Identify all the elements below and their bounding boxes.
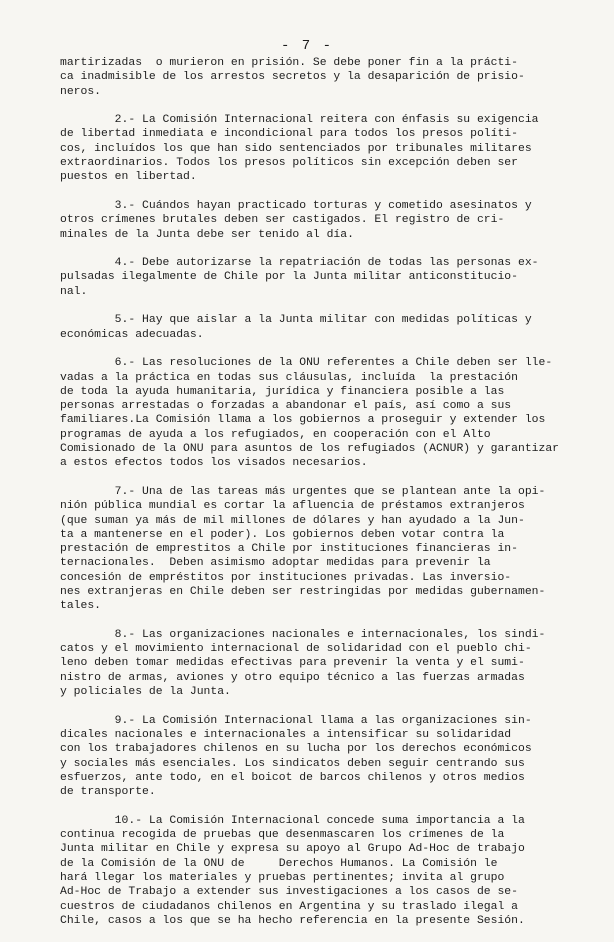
paragraph: [60, 56, 546, 99]
text-line: Junta militar en Chile y expresa su apoyo al Grupo Ad-Hoc de trabajo: [60, 843, 525, 856]
text-line: a estos efectos todos los visados necesarios.: [60, 457, 368, 470]
paragraph: [60, 714, 546, 800]
paragraph: [60, 199, 546, 242]
text-line: programas de ayuda a los refugiados, en cooperación con el Alto: [60, 428, 491, 441]
paragraph: [60, 113, 546, 184]
page-number: - 7 -: [280, 38, 333, 54]
text-line: martirizadas o murieron en prisión. Se debe poner fin a la prácti-: [60, 57, 518, 69]
text-line: 9.- La Comisión Internacional llama a las organizaciones sin-: [60, 714, 532, 727]
text-line: cuestros de ciudadanos chilenos en Argentina y su traslado ilegal a: [60, 900, 518, 913]
text-line: 6.- Las resoluciones de la ONU referentes a Chile deben ser lle-: [60, 357, 553, 370]
text-line: con los trabajadores chilenos en su lucha por los derechos económicos: [60, 743, 532, 756]
text-line: nes extranjeras en Chile deben ser restringidas por medidas gubernamen-: [60, 585, 546, 598]
text-line: nal.: [60, 285, 88, 298]
text-line: 10.- La Comisión Internacional concede suma importancia a la: [60, 814, 525, 827]
text-line: 8.- Las organizaciones nacionales e internacionales, los sindi-: [60, 628, 546, 641]
paragraph: [60, 313, 546, 342]
text-line: hará llegar los materiales y pruebas pertinentes; invita al grupo: [60, 871, 505, 884]
text-line: otros crímenes brutales deben ser castigados. El registro de cri-: [60, 214, 505, 227]
text-line: vadas a la práctica en todas sus cláusulas, incluída la prestación: [60, 371, 518, 384]
text-line: esfuerzos, ante todo, en el boicot de barcos chilenos y otros medios: [60, 771, 525, 784]
text-line: leno deben tomar medidas efectivas para prevenir la venta y el sumi-: [60, 657, 525, 670]
text-line: Comisionado de la ONU para asuntos de los refugiados (ACNUR) y garantizar: [60, 443, 559, 456]
text-line: nistro de armas, aviones y otro equipo técnico a las fuerzas armadas: [60, 671, 525, 684]
text-line: Ad-Hoc de Trabajo a extender sus investigaciones a los casos de se-: [60, 886, 518, 899]
text-line: de transporte.: [60, 786, 156, 799]
paragraph: [60, 814, 546, 928]
text-line: neros.: [60, 85, 102, 98]
text-line: de toda la ayuda humanitaria, jurídica y financiera posible a las: [60, 385, 505, 398]
paragraph: [60, 256, 546, 299]
text-line: familiares.La Comisión llama a los gobiernos a proseguir y extender los: [60, 414, 546, 427]
text-line: tales.: [60, 600, 102, 613]
text-line: ternacionales. Deben asimismo adoptar medidas para prevenir la: [60, 557, 491, 570]
text-line: nión pública mundial es cortar la afluencia de préstamos extranjeros: [60, 500, 525, 513]
text-line: extraordinarios. Todos los presos políticos sin excepción deben ser: [60, 157, 518, 170]
text-line: 7.- Una de las tareas más urgentes que se plantean ante la opi-: [60, 485, 546, 498]
text-line: prestación de emprestitos a Chile por instituciones financieras in-: [60, 543, 518, 556]
text-line: 2.- La Comisión Internacional reitera con énfasis su exigencia: [60, 114, 539, 127]
text-line: Chile, casos a los que se ha hecho referencia en la presente Sesión.: [60, 914, 525, 927]
text-line: catos y el movimiento internacional de solidaridad con el pueblo chi-: [60, 643, 532, 656]
text-line: 5.- Hay que aislar a la Junta militar con medidas políticas y: [60, 314, 532, 327]
paragraph: [60, 485, 546, 614]
text-line: de libertad inmediata e incondicional para todos los presos políti-: [60, 128, 518, 141]
text-line: de la Comisión de la ONU de Derechos Humanos. La Comisión le: [60, 857, 498, 870]
text-line: personas arrestadas o forzadas a abandonar el país, así como a sus: [60, 400, 512, 413]
text-line: 3.- Cuándos hayan practicado torturas y cometido asesinatos y: [60, 199, 532, 212]
text-line: puestos en libertad.: [60, 171, 197, 184]
text-line: (que suman ya más de mil millones de dólares y han ayudado a la Jun-: [60, 514, 525, 527]
document-body: [60, 56, 559, 942]
text-line: concesión de empréstitos por instituciones privadas. Las inversio-: [60, 571, 512, 584]
paragraph: [60, 628, 546, 699]
text-line: y sociales más esenciales. Los sindicatos deben seguir centrando sus: [60, 757, 525, 770]
text-line: continua recogida de pruebas que desenmascaren los crímenes de la: [60, 829, 505, 842]
text-line: minales de la Junta debe ser tenido al día.: [60, 228, 354, 241]
text-line: ca inadmisible de los arrestos secretos y la desaparición de prisio-: [60, 71, 525, 84]
text-line: ta a mantenerse en el poder). Los gobiernos deben votar contra la: [60, 528, 505, 541]
text-line: cos, incluídos los que han sido sentenciados por tribunales militares: [60, 142, 532, 155]
text-line: dicales nacionales e internacionales a intensificar su solidaridad: [60, 728, 512, 741]
text-line: y policiales de la Junta.: [60, 686, 231, 699]
text-line: 4.- Debe autorizarse la repatriación de todas las personas ex-: [60, 257, 539, 270]
paragraph: [60, 356, 559, 470]
text-line: económicas adecuadas.: [60, 328, 204, 341]
text-line: pulsadas ilegalmente de Chile por la Junta militar anticonstitucio-: [60, 271, 518, 284]
